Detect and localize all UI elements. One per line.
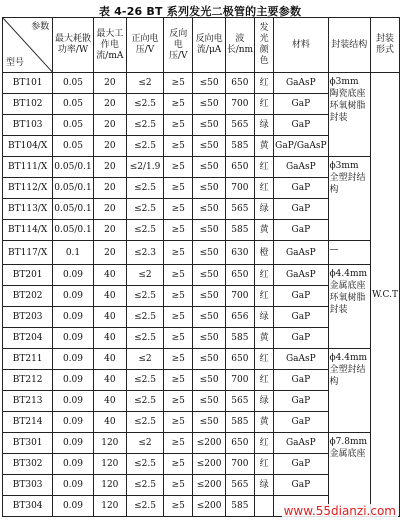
cell-wavelength: 700 [225,286,254,307]
cell-material: GaAsP [274,349,328,370]
cell-current: 120 [93,433,126,454]
cell-forward-voltage: ≤2.5 [126,475,163,496]
cell-current: 40 [93,328,126,349]
cell-model: BT101 [3,73,53,94]
cell-wavelength: 565 [225,115,254,136]
cell-material: GaP [274,220,328,241]
cell-reverse-current: ≤50 [193,115,225,136]
table-row [3,433,400,454]
cell-material: GaP [274,370,328,391]
cell-power: 0.09 [53,307,93,328]
cell-color: 红 [255,286,274,307]
cell-wavelength: 565 [225,475,254,496]
cell-color: 红 [255,349,274,370]
cell-model: BT211 [3,349,53,370]
cell-package-structure: — [328,241,370,265]
cell-color: 绿 [255,307,274,328]
cell-reverse-current: ≤200 [193,475,225,496]
cell-current: 40 [93,349,126,370]
cell-material: GaP [274,94,328,115]
cell-wavelength: 585 [225,328,254,349]
cell-model: BT301 [3,433,53,454]
header-material: 材料 [274,18,328,73]
cell-material: GaP [274,307,328,328]
cell-forward-voltage: ≤2.5 [126,115,163,136]
cell-power: 0.09 [53,370,93,391]
table-row [3,157,400,178]
cell-power: 0.09 [53,349,93,370]
cell-wavelength: 565 [225,199,254,220]
cell-reverse-voltage: ≥5 [164,412,193,433]
cell-color: 绿 [255,391,274,412]
cell-current: 120 [93,496,126,517]
cell-reverse-current: ≤50 [193,286,225,307]
cell-reverse-voltage: ≥5 [164,433,193,454]
cell-package-structure: ϕ4.4mm 全塑封结构 [328,349,370,433]
cell-power: 0.05/0.1 [53,220,93,241]
cell-reverse-voltage: ≥5 [164,199,193,220]
header-max-current: 最大工作电流/mA [93,18,126,73]
cell-reverse-voltage: ≥5 [164,157,193,178]
cell-reverse-current: ≤50 [193,328,225,349]
cell-current: 40 [93,370,126,391]
cell-forward-voltage: ≤2 [126,433,163,454]
cell-current: 20 [93,220,126,241]
cell-model: BT104/X [3,136,53,157]
cell-color: 红 [255,454,274,475]
cell-forward-voltage: ≤2/1.9 [126,157,163,178]
cell-reverse-voltage: ≥5 [164,115,193,136]
cell-wavelength: 585 [225,220,254,241]
header-max-dissipation: 最大耗散功率/W [53,18,93,73]
cell-power: 0.09 [53,496,93,517]
cell-material: GaAsP [274,157,328,178]
cell-power: 0.09 [53,286,93,307]
cell-material: GaP [274,328,328,349]
cell-color [255,496,274,517]
cell-reverse-voltage: ≥5 [164,391,193,412]
cell-current: 20 [93,199,126,220]
cell-forward-voltage: ≤2.5 [126,199,163,220]
cell-material: GaP [274,391,328,412]
cell-model: BT201 [3,265,53,286]
cell-wavelength: 700 [225,178,254,199]
header-package-structure: 封装结构 [328,18,370,73]
cell-wavelength: 585 [225,496,254,517]
cell-current: 120 [93,454,126,475]
header-color: 发光颜色 [255,18,274,73]
cell-power: 0.09 [53,265,93,286]
watermark-url: www.55dianzi.com [283,504,396,518]
cell-reverse-current: ≤50 [193,157,225,178]
cell-model: BT111/X [3,157,53,178]
cell-model: BT303 [3,475,53,496]
cell-model: BT203 [3,307,53,328]
cell-power: 0.09 [53,454,93,475]
parameter-table [2,17,400,517]
cell-wavelength: 650 [225,157,254,178]
cell-wavelength: 650 [225,349,254,370]
cell-reverse-voltage: ≥5 [164,370,193,391]
cell-reverse-voltage: ≥5 [164,286,193,307]
cell-reverse-voltage: ≥5 [164,136,193,157]
table-row [3,241,400,265]
cell-material: GaAsP [274,433,328,454]
cell-model: BT103 [3,115,53,136]
cell-power: 0.05/0.1 [53,199,93,220]
cell-forward-voltage: ≤2.5 [126,412,163,433]
table-row [3,265,400,286]
cell-current: 40 [93,391,126,412]
cell-power: 0.05/0.1 [53,157,93,178]
cell-reverse-current: ≤50 [193,136,225,157]
cell-current: 40 [93,307,126,328]
cell-forward-voltage: ≤2 [126,73,163,94]
cell-wavelength: 650 [225,265,254,286]
cell-color: 黄 [255,412,274,433]
header-forward-voltage: 正向电压/V [126,18,163,73]
cell-material: GaP [274,115,328,136]
cell-power: 0.05 [53,94,93,115]
cell-power: 0.05 [53,115,93,136]
cell-color: 红 [255,433,274,454]
cell-reverse-voltage: ≥5 [164,220,193,241]
cell-material: GaP [274,412,328,433]
cell-forward-voltage: ≤2.5 [126,307,163,328]
corner-header-model: 型号 [6,58,25,68]
cell-forward-voltage: ≤2.5 [126,220,163,241]
cell-reverse-current: ≤200 [193,496,225,517]
cell-reverse-voltage: ≥5 [164,307,193,328]
cell-power: 0.09 [53,328,93,349]
cell-current: 20 [93,178,126,199]
cell-current: 20 [93,241,126,265]
cell-wavelength: 700 [225,370,254,391]
cell-forward-voltage: ≤2.5 [126,328,163,349]
cell-material: GaP [274,475,328,496]
cell-package-structure: ϕ4.4mm 金属底座环氧树脂封装 [328,265,370,349]
cell-forward-voltage: ≤2.5 [126,391,163,412]
cell-reverse-current: ≤50 [193,178,225,199]
cell-forward-voltage: ≤2.5 [126,454,163,475]
cell-material: GaP [274,199,328,220]
cell-wavelength: 585 [225,136,254,157]
cell-forward-voltage: ≤2.5 [126,370,163,391]
cell-reverse-current: ≤50 [193,265,225,286]
cell-reverse-current: ≤50 [193,412,225,433]
cell-model: BT202 [3,286,53,307]
cell-model: BT302 [3,454,53,475]
cell-material: GaAsP [274,265,328,286]
cell-reverse-current: ≤50 [193,307,225,328]
cell-reverse-current: ≤50 [193,370,225,391]
cell-reverse-current: ≤50 [193,220,225,241]
cell-material: GaP [274,286,328,307]
cell-forward-voltage: ≤2 [126,265,163,286]
cell-current: 20 [93,115,126,136]
cell-power: 0.09 [53,433,93,454]
cell-power: 0.09 [53,412,93,433]
cell-forward-voltage: ≤2.5 [126,94,163,115]
table-row [3,349,400,370]
cell-color: 绿 [255,199,274,220]
cell-model: BT112/X [3,178,53,199]
cell-power: 0.05 [53,73,93,94]
cell-current: 20 [93,94,126,115]
cell-wavelength: 650 [225,433,254,454]
cell-forward-voltage: ≤2.3 [126,241,163,265]
header-reverse-current: 反向电流/μA [193,18,225,73]
cell-power: 0.1 [53,241,93,265]
cell-power: 0.05/0.1 [53,178,93,199]
cell-forward-voltage: ≤2.5 [126,496,163,517]
cell-current: 40 [93,412,126,433]
cell-wavelength: 565 [225,391,254,412]
cell-reverse-voltage: ≥5 [164,496,193,517]
cell-reverse-voltage: ≥5 [164,241,193,265]
cell-model: BT114/X [3,220,53,241]
cell-color: 黄 [255,220,274,241]
page-title: 表 4-26 BT 系列发光二极管的主要参数 [98,5,302,18]
cell-model: BT113/X [3,199,53,220]
cell-color: 绿 [255,475,274,496]
cell-color: 绿 [255,115,274,136]
cell-color: 红 [255,178,274,199]
cell-reverse-voltage: ≥5 [164,178,193,199]
cell-wavelength: 656 [225,307,254,328]
cell-model: BT213 [3,391,53,412]
cell-package-structure: ϕ3mm 陶瓷底座环氧树脂封装 [328,73,370,157]
cell-forward-voltage: ≤2.5 [126,286,163,307]
header-package-form: 封装形式 [370,18,399,73]
cell-reverse-current: ≤50 [193,199,225,220]
cell-model: BT102 [3,94,53,115]
cell-model: BT204 [3,328,53,349]
cell-color: 红 [255,265,274,286]
cell-current: 20 [93,157,126,178]
header-reverse-voltage: 反向电压/V [164,18,193,73]
table-header-row [3,18,400,73]
cell-current: 20 [93,73,126,94]
cell-wavelength: 650 [225,73,254,94]
cell-reverse-current: ≤50 [193,73,225,94]
cell-wavelength: 585 [225,412,254,433]
cell-reverse-voltage: ≥5 [164,73,193,94]
cell-reverse-voltage: ≥5 [164,454,193,475]
cell-reverse-voltage: ≥5 [164,349,193,370]
cell-color: 黄 [255,136,274,157]
cell-current: 40 [93,286,126,307]
cell-material: GaP/GaAsP [274,136,328,157]
cell-wavelength: 700 [225,94,254,115]
cell-current: 40 [93,265,126,286]
cell-reverse-current: ≤50 [193,241,225,265]
cell-package-structure: ϕ3mm 全塑封结构 [328,157,370,241]
cell-model: BT214 [3,412,53,433]
cell-package-form: W.C.T [370,73,399,517]
cell-current: 120 [93,475,126,496]
cell-reverse-current: ≤200 [193,433,225,454]
cell-reverse-voltage: ≥5 [164,265,193,286]
cell-material: GaP [274,454,328,475]
table-row [3,73,400,94]
cell-wavelength: 700 [225,454,254,475]
cell-power: 0.09 [53,475,93,496]
cell-forward-voltage: ≤2 [126,349,163,370]
cell-forward-voltage: ≤2.5 [126,136,163,157]
cell-color: 橙 [255,241,274,265]
cell-material: GaAsP [274,73,328,94]
cell-power: 0.09 [53,391,93,412]
corner-header [3,18,53,73]
cell-wavelength: 630 [225,241,254,265]
cell-color: 黄 [255,328,274,349]
cell-model: BT212 [3,370,53,391]
cell-forward-voltage: ≤2.5 [126,178,163,199]
cell-color: 红 [255,94,274,115]
cell-current: 20 [93,136,126,157]
cell-reverse-current: ≤50 [193,94,225,115]
header-wavelength: 波长/nm [225,18,254,73]
cell-reverse-voltage: ≥5 [164,475,193,496]
cell-color: 红 [255,73,274,94]
cell-package-structure: ϕ7.8mm 金属底座 [328,433,370,517]
cell-model: BT117/X [3,241,53,265]
cell-reverse-current: ≤200 [193,454,225,475]
cell-reverse-current: ≤50 [193,391,225,412]
corner-header-parameter: 参数 [31,22,50,32]
cell-model: BT304 [3,496,53,517]
cell-material: GaP [274,178,328,199]
cell-reverse-voltage: ≥5 [164,94,193,115]
cell-power: 0.05 [53,136,93,157]
cell-color: 红 [255,370,274,391]
cell-material: GaAsP [274,241,328,265]
cell-color: 红 [255,157,274,178]
cell-reverse-current: ≤50 [193,349,225,370]
cell-reverse-voltage: ≥5 [164,328,193,349]
